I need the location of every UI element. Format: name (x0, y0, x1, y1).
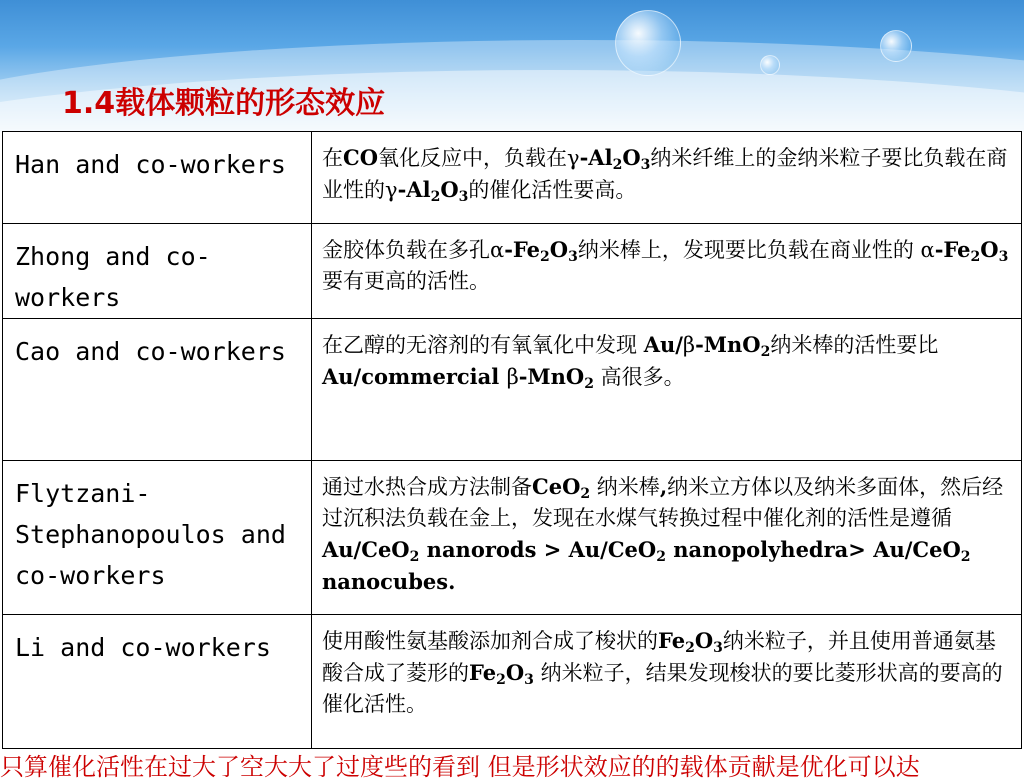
table-row (3, 461, 1022, 615)
description-cell: 金胶体负载在多孔$\alpha-Fe_2O_3$纳米棒上，发现要比负载在商业性的 $\alpha-Fe_2O_3$要有更高的活性。 (312, 224, 1022, 319)
bubble-decoration (760, 55, 780, 75)
slide-title: 1.4载体颗粒的形态效应 (62, 86, 386, 121)
bubble-decoration (615, 10, 681, 76)
author-cell: Cao and co-workers (3, 319, 312, 461)
description-cell: 使用酸性氨基酸添加剂合成了梭状的$Fe_2O_3$纳米粒子，并且使用普通氨基酸合成了菱形的$Fe_2O_3$ 纳米粒子，结果发现梭状的要比菱形状高的要高的催化活性。 (312, 615, 1022, 749)
description-cell: 在CO氧化反应中，负载在$\gamma-Al_2O_3$纳米纤维上的金纳米粒子要比负载在商业性的$\gamma-Al_2O_3$的催化活性要高。 (312, 132, 1022, 224)
table-row (3, 319, 1022, 461)
footer-note: 只算催化活性在过大了空大大了过度些的看到 但是形状效应的的载体贡献是优化可以达 (0, 753, 920, 781)
author-cell: Flytzani-Stephanopoulos and co-workers (3, 461, 312, 615)
description-cell: 通过水热合成方法制备CeO$_2$ 纳米棒,纳米立方体以及纳米多面体，然后经过沉积法负载在金上，发现在水煤气转换过程中催化剂的活性是遵循Au/CeO$_2$ nanorods > Au/CeO$_2$ nanopolyhedra> Au/CeO$_2$ nanocubes. (312, 461, 1022, 615)
comparison-table (2, 131, 1022, 749)
author-cell: Li and co-workers (3, 615, 312, 749)
description-cell: 在乙醇的无溶剂的有氧氧化中发现 Au/β-MnO$_2$纳米棒的活性要比Au/commercial β-MnO$_2$ 高很多。 (312, 319, 1022, 461)
table-row (3, 615, 1022, 749)
table-row (3, 224, 1022, 319)
bubble-decoration (880, 30, 912, 62)
author-cell: Zhong and co-workers (3, 224, 312, 319)
table-row (3, 132, 1022, 224)
author-cell: Han and co-workers (3, 132, 312, 224)
